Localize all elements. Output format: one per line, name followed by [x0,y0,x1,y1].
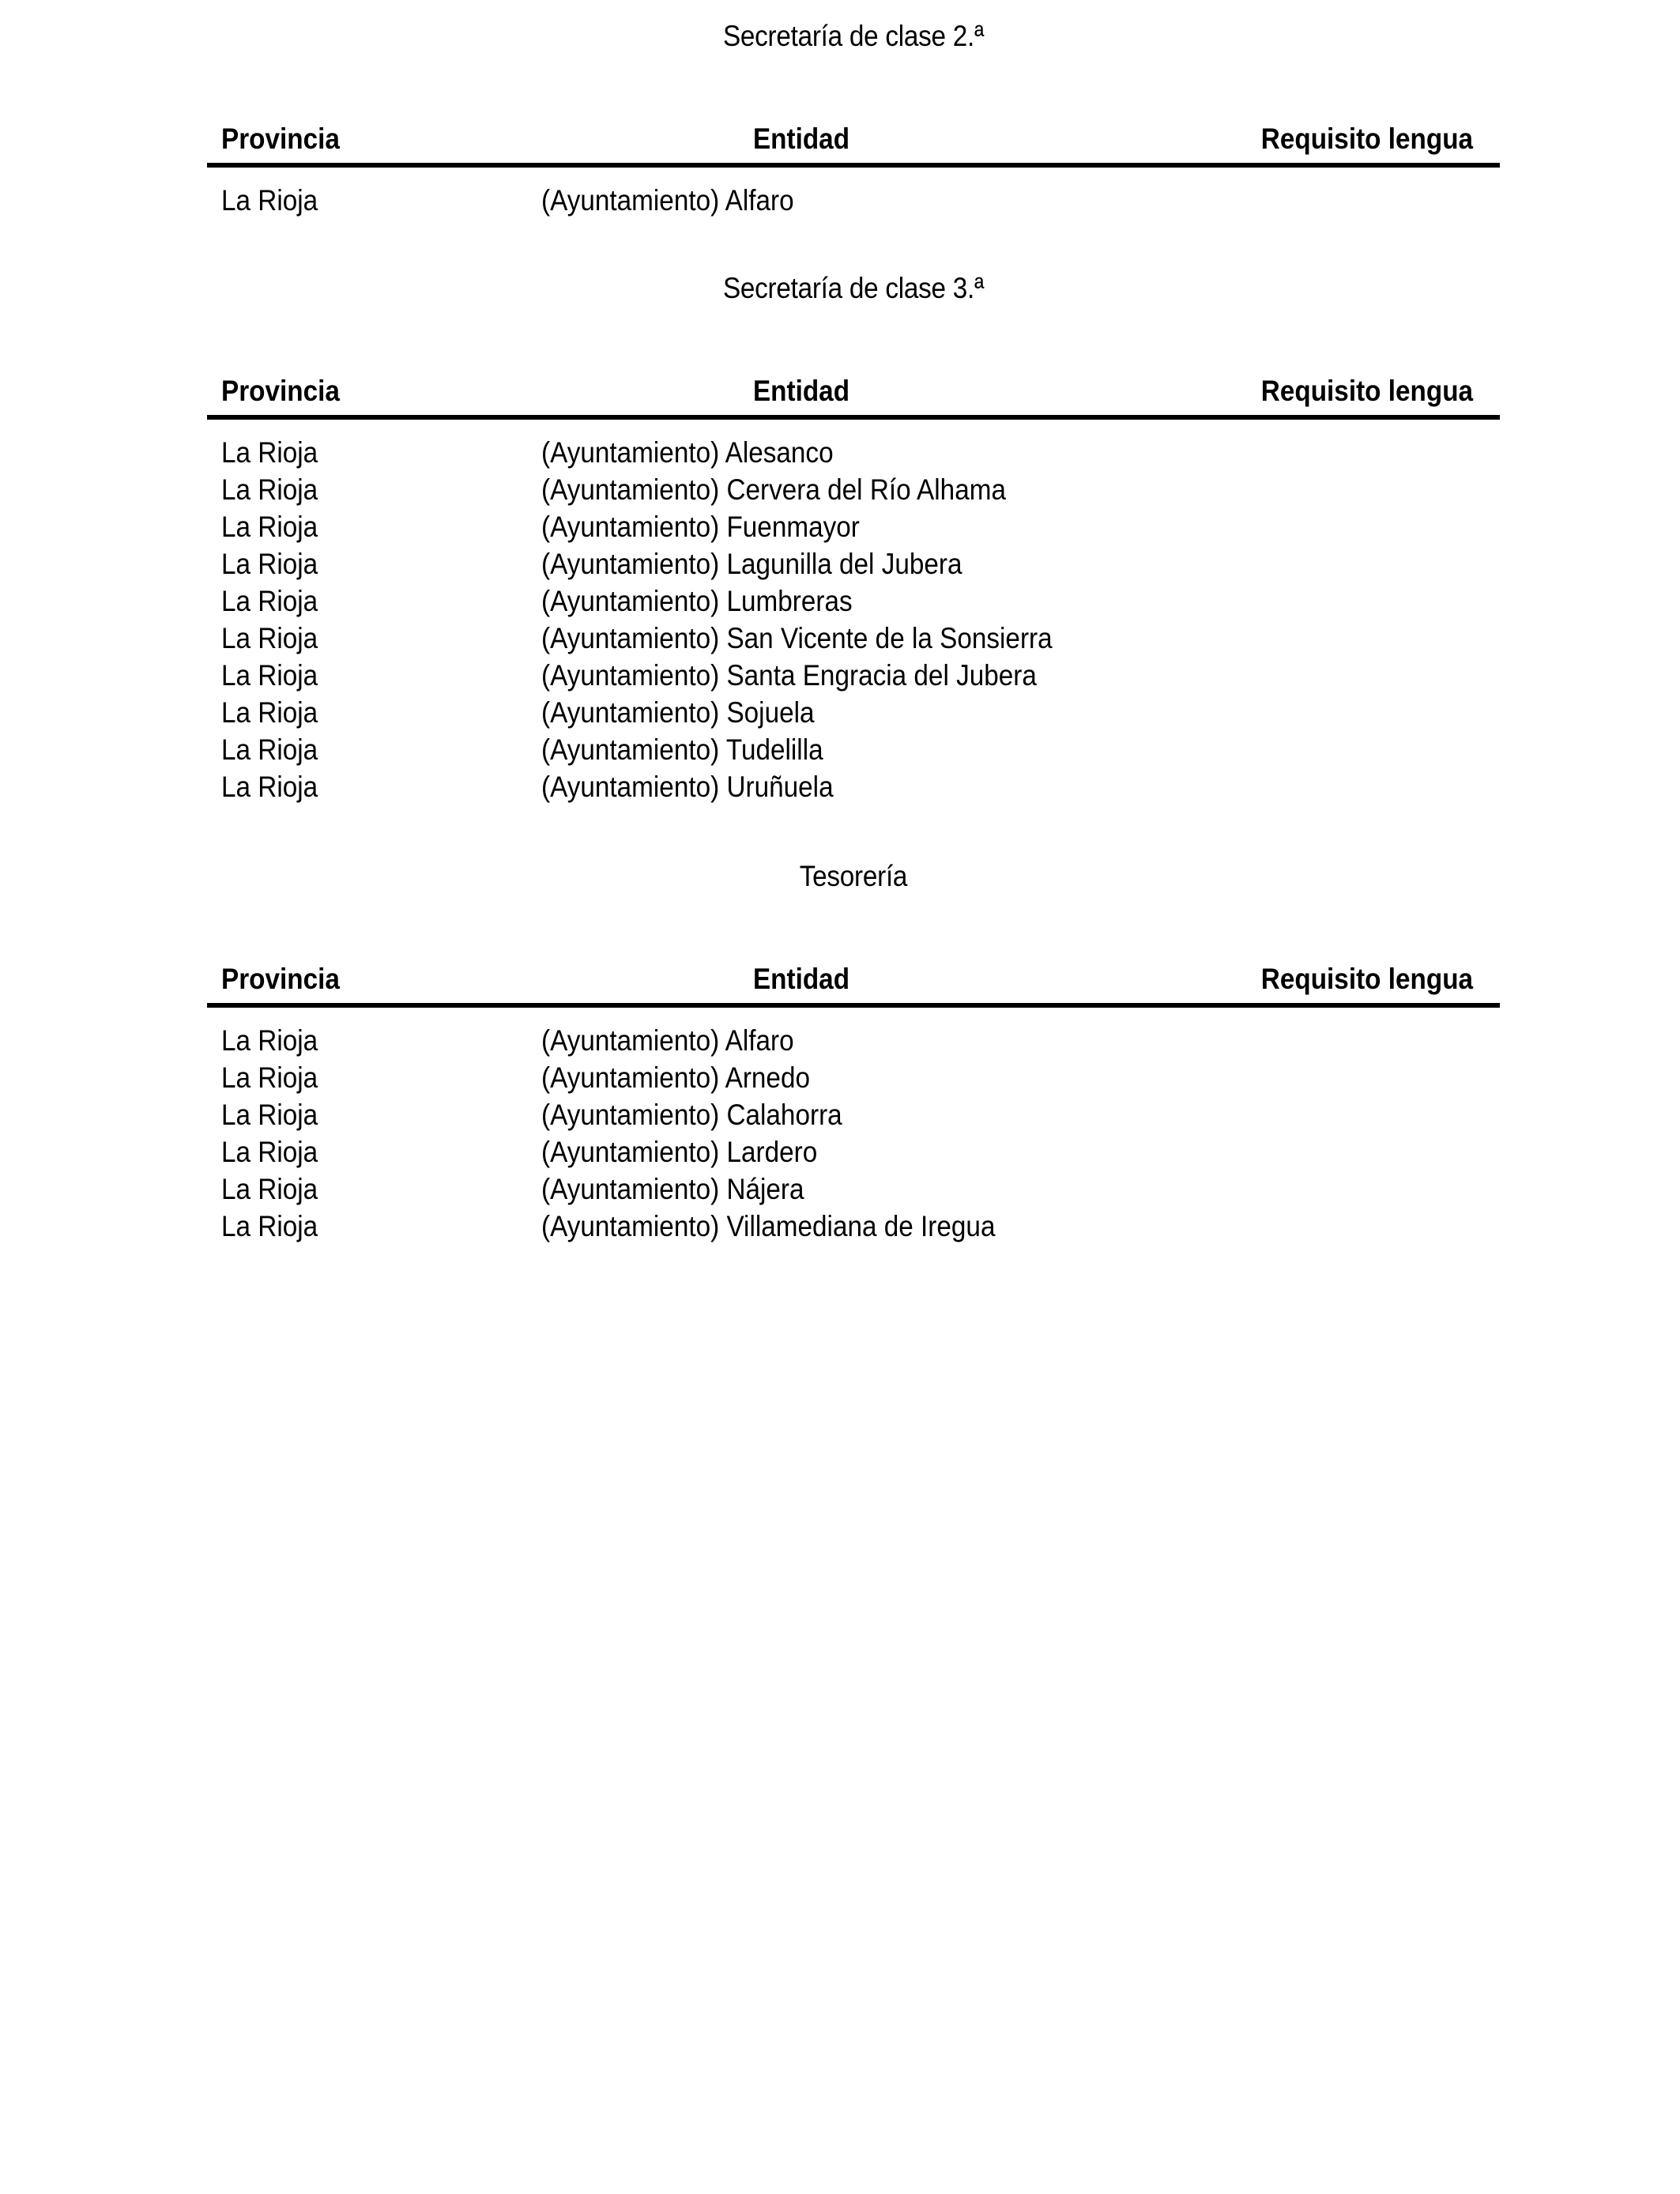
table-body [207,420,1500,805]
table-header [207,956,1500,1008]
table-row [207,1171,1500,1208]
cell-provincia: La Rioja [221,1099,318,1131]
header-provincia: Provincia [221,963,340,995]
cell-provincia: La Rioja [221,184,318,217]
cell-provincia: La Rioja [221,622,318,654]
header-provincia: Provincia [221,123,340,155]
cell-provincia: La Rioja [221,585,318,617]
header-entidad: Entidad [752,963,850,995]
table-row [207,582,1500,620]
cell-entidad: (Ayuntamiento) Villamediana de Iregua [541,1210,996,1242]
cell-entidad: (Ayuntamiento) Lumbreras [541,585,853,617]
table-header [207,368,1500,420]
cell-entidad: (Ayuntamiento) Nájera [541,1173,804,1205]
table [207,956,1500,1245]
cell-provincia: La Rioja [221,1024,318,1057]
cell-entidad: (Ayuntamiento) Alfaro [541,184,794,217]
table-body [207,168,1500,219]
cell-entidad: (Ayuntamiento) Sojuela [541,696,815,729]
header-entidad: Entidad [752,123,850,155]
table-row [207,620,1500,657]
table [207,115,1500,219]
section-title: Tesorería [799,860,908,892]
table-row [207,1059,1500,1096]
cell-provincia: La Rioja [221,659,318,692]
table [207,368,1500,805]
table-body [207,1008,1500,1245]
cell-entidad: (Ayuntamiento) Alesanco [541,436,834,469]
section-title: Secretaría de clase 3.ª [722,272,985,304]
cell-provincia: La Rioja [221,733,318,766]
cell-provincia: La Rioja [221,1173,318,1205]
header-entidad: Entidad [752,375,850,407]
table-row [207,508,1500,545]
section-title: Secretaría de clase 2.ª [722,20,985,52]
cell-entidad: (Ayuntamiento) Cervera del Río Alhama [541,473,1006,506]
cell-entidad: (Ayuntamiento) Alfaro [541,1024,794,1057]
table-row [207,434,1500,471]
table-row [207,768,1500,805]
table-row [207,545,1500,582]
cell-entidad: (Ayuntamiento) Calahorra [541,1099,842,1131]
cell-provincia: La Rioja [221,436,318,469]
cell-entidad: (Ayuntamiento) Fuenmayor [541,511,860,543]
cell-provincia: La Rioja [221,511,318,543]
table-row [207,731,1500,768]
cell-provincia: La Rioja [221,696,318,729]
cell-entidad: (Ayuntamiento) Uruñuela [541,771,834,803]
cell-provincia: La Rioja [221,1136,318,1168]
cell-entidad: (Ayuntamiento) Arnedo [541,1061,811,1094]
cell-entidad: (Ayuntamiento) San Vicente de la Sonsierra [541,622,1053,654]
table-row [207,182,1500,219]
cell-provincia: La Rioja [221,473,318,506]
cell-entidad: (Ayuntamiento) Tudelilla [541,733,823,766]
cell-entidad: (Ayuntamiento) Santa Engracia del Jubera [541,659,1037,692]
table-row [207,694,1500,731]
table-row [207,1022,1500,1059]
cell-entidad: (Ayuntamiento) Lardero [541,1136,818,1168]
table-row [207,1096,1500,1133]
cell-provincia: La Rioja [221,1210,318,1242]
header-requisito-lengua: Requisito lengua [1260,375,1473,407]
header-requisito-lengua: Requisito lengua [1260,123,1473,155]
table-row [207,1208,1500,1245]
table-row [207,1133,1500,1171]
table-header [207,115,1500,168]
cell-provincia: La Rioja [221,548,318,580]
header-requisito-lengua: Requisito lengua [1260,963,1473,995]
cell-provincia: La Rioja [221,1061,318,1094]
cell-entidad: (Ayuntamiento) Lagunilla del Jubera [541,548,962,580]
cell-provincia: La Rioja [221,771,318,803]
header-provincia: Provincia [221,375,340,407]
table-row [207,657,1500,694]
table-row [207,471,1500,508]
